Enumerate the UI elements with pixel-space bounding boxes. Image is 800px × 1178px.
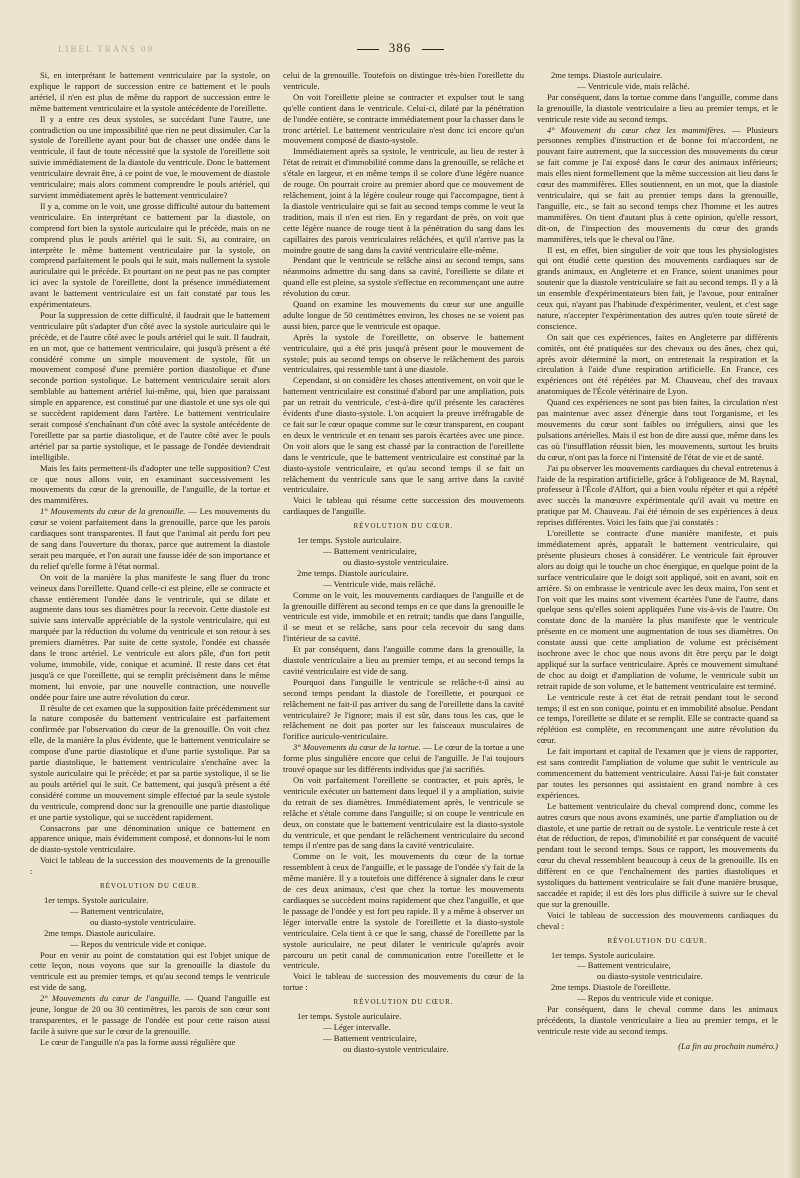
paragraph-text: Il y a, comme on le voit, une grosse difficulté autour du battement ventriculaire. En interprétant ce battement par la diastole, on comprend fort bien la systole auriculaire qui le précède, mais on ne comprend plus le pouls artériel qui le suit. Si, au contraire, on interprète le même battement ventriculaire par la systole, on comprend parfaitement le pouls qui le suit, mais nullement la systole auriculaire qui le précède. Et pourtant on ne peut pas ne pas compter ici avec la systole de l'oreillette, dont la présence immédiatement avant le battement ventriculaire est un fait constaté par tous les expérimentateurs. (30, 200, 270, 310)
paragraph-text: — Plusieurs personnes remplies d'instruction et de bonne foi m'accordent, ne pouvant faire autrement, que la succession des mouvements du cœur se fait comme je l'ai exposé dans le cœur des animaux inférieurs; mais elles nient formellement que la même succession ait lieu dans le cœur des mammifères. Elles soutiennent, en un mot, que la diastole ventriculaire, qui se fait au premier temps dans la grenouille, l'anguille, etc., se fait au second temps chez l'homme et les autres mammifères. On tient d'autant plus à cette opinion, qu'elle ressort, dit-on, de l'inspection des mouvements du cœur des grands mammifères, tels que le cheval ou l'âne. (537, 124, 778, 244)
column-right (537, 70, 778, 1170)
paragraph (537, 528, 778, 692)
column-left (30, 70, 270, 1170)
paragraph-text: — Repos du ventricule vide et conique. (577, 993, 714, 1004)
paragraph-text: RÉVOLUTION DU CŒUR. (353, 522, 454, 531)
page-fold-shadow (788, 0, 800, 1178)
table-row (30, 939, 270, 950)
paragraph (283, 92, 524, 147)
paragraph-text: On voit l'oreillette pleine se contracter et expulser tout le sang qu'elle contient dans le ventricule. Celui-ci, dilaté par la pénétration de l'ondée entière, se contracte immédiatement pour la chasser dans le tronc artériel. Le battement ventriculaire n'est donc ici encore qu'un mouvement composé de diasto-systole. (283, 91, 524, 146)
paragraph-text: Par conséquent, dans le cheval comme dans les animaux précédents, la diastole ventriculaire a lieu au premier temps, et le ventricule reste vide au second temps. (537, 1004, 778, 1036)
table-row (537, 950, 778, 961)
paragraph (30, 506, 270, 571)
paragraph (283, 851, 524, 971)
paragraph (30, 855, 270, 877)
table-row (537, 971, 778, 982)
paragraph-text: celui de la grenouille. Toutefois on distingue très-bien l'oreillette du ventricule. (283, 70, 524, 91)
paragraph-text: — Battement ventriculaire, (323, 1032, 417, 1043)
paragraph-text: Comme on le voit, les mouvements cardiaques de l'anguille et de la grenouille diffèrent au second temps en ce que dans la grenouille le ventricule est vide, immobile et en retrait; tandis que dans l'anguille, il se meut et se relâche, sans pour cela recevoir du sang dans l'intérieur de sa cavité. (283, 589, 524, 644)
paragraph-text: 2me temps. Diastole de l'oreillette. (551, 982, 671, 993)
paragraph-text: 2me temps. Diastole auriculaire. (551, 70, 663, 80)
paragraph-text: — Ventricule vide, mais relâché. (323, 578, 436, 589)
paragraph-text: Si, en interprétant le battement ventriculaire par la systole, on explique le rapport de succession entre ce battement et le pouls artériel, il n'en est plus de même du rapport de succession entre le même battement ventriculaire et la systole antécédente de l'oreillette. (30, 70, 270, 113)
paragraph-text: Le fait important et capital de l'examen que je viens de rapporter, est sans contredit l'ampliation de volume que subit le ventricule au commencement du battement ventriculaire. Aussi l'ai-je fait constater par toutes les personnes qui assistaient en grand nombre à ces expériences. (537, 746, 778, 800)
paragraph-text: Pour la suppression de cette difficulté, il faudrait que le battement ventriculaire pût s'adapter d'un côté avec la systole auriculaire qui le précède, et de l'autre côté avec le pouls artériel qui le suit. Il faudrait, en un mot, que ce battement ventriculaire, qui jusqu'à présent a été considéré comme un simple mouvement de systole, fût un mouvement composé d'une première portion diastolique et d'une seconde portion systolique. Le battement ventriculaire serait alors semblable au battement artériel lui-même, qui, bien que paraissant simple en apparence, est constitué par une diastole et une sys ole qui se succèdent rapidement dans l'artère. Le battement ventriculaire serait composé s'enchaînant d'un côté avec la systole antécédente de l'oreillette par sa partie diastolique, et de l'autre côté avec le pouls artériel par sa partie systolique, et le passage de l'ondée deviendrait intelligible. (30, 309, 270, 462)
paragraph-text: Le ventricule reste à cet état de retrait pendant tout le second temps; il est en son conique, pointu et en immobilité absolue. Pendant ce temps, l'oreillette se dilate et se remplit. Elle se contracte quand sa réplétion est complète, en recommençant une autre révolution du cœur. (537, 691, 778, 746)
table-row (283, 557, 524, 568)
paragraph-text: — Battement ventriculaire, (323, 545, 417, 556)
table-row (30, 906, 270, 917)
table-row (283, 1011, 524, 1022)
paragraph (537, 92, 778, 125)
paragraph (537, 245, 778, 332)
paragraph-text: L'oreillette se contracte d'une manière manifeste, et puis immédiatement après, apparaît le battement ventriculaire, qui présente plusieurs choses à considérer. Le ventricule fait éprouver alors au doigt qui le touche un choc énergique, en quelque point de la surface ventriculaire que le doigt soit appliqué, soit en avant, soit en arrière. Si on embrasse le ventricule avec les deux mains, l'on sent et l'on voit que les mains sont vivement écartées l'une de l'autre, dans quelque sens qu'elles soient appliquées l'une vis-à-vis de l'autre. On constate donc de la manière la plus manifeste que le ventricule présente en ce moment une augmentation de tous ses diamètres. On constate aussi que cette ampliation de volume est précisément isochrone avec le choc que nous avons dit être perçu par le doigt appliqué sur la surface ventriculaire. Après ce mouvement simultané de choc au doigt et d'ampliation de volume, le ventricule subit un retrait rapide de son volume, et le battement ventriculaire est terminé. (537, 528, 778, 691)
paragraph-text: — Ventricule vide, mais relâché. (577, 80, 690, 91)
paragraph-text: Il y a entre ces deux systoles, se succédant l'une l'autre, une contradiction ou une impossibilité que rien ne peut dissimuler. Car la systole de l'oreillette ayant pour but de chasser une ondée dans le ventricule, il faut de toute nécessité que la systole de l'oreillette soit suivie immédiatement de la diastole du ventricule. Donc le battement ventriculaire devrait être, à ce point de vue, le mouvement de diastole ventriculaire; mais alors comment comprendre le pouls artériel, qui survient immédiatement après le battement ventriculaire? (30, 113, 270, 200)
table-row (537, 70, 778, 81)
paragraph-text: Quand on examine les mouvements du cœur sur une anguille adulte longue de 50 centimètres environ, les choses ne se voient pas aussi bien, parce que le ventricule est opaque. (283, 299, 524, 331)
bleed-through-text: LIBEL TRANS 09 (58, 44, 155, 54)
paragraph-text: Pendant que le ventricule se relâche ainsi au second temps, sans néanmoins admettre du sang dans sa cavité, l'oreillette se dilate et quand elle est pleine, sa systole s'effectue en recommençant une autre révolution du cœur. (283, 255, 524, 299)
paragraph (283, 742, 524, 775)
paragraph (537, 692, 778, 747)
paragraph-text: Par conséquent, dans la tortue comme dans l'anguille, comme dans la grenouille, la diastole ventriculaire a lieu au premier temps, et le ventricule reste vide au second temps. (537, 91, 778, 124)
paragraph-text: ou diasto-systole ventriculaire. (343, 556, 449, 567)
paragraph-text: Cependant, si on considère les choses attentivement, on voit que le battement ventriculaire est constitué d'abord par une ampliation, puis par un retrait du ventricule, c'est-à-dire qu'il présente les caractères évidents d'une diasto-systole. L'on acquiert la preuve irréfragable de ce fait sur le cœur opaque comme sur le cœur transparent, en coupant en deux le ventricule et en tenant ses parois écartées avec une pince. On voit alors que le sang est chassé par la contraction de l'oreillette dans le ventricule, que le battement ventriculaire est constitué par la diasto-systole ventriculaire, et qu'au second temps il se fait un relâchement du ventricule sans que le sang arrive dans la cavité ventriculaire. (283, 375, 524, 495)
paragraph-text: Pour en venir au point de constatation qui est l'objet unique de cette leçon, nous voyons que sur la grenouille la diastole du ventricule est au premier temps, et qu'au second temps le ventricule est vide de sang. (30, 949, 270, 993)
paragraph (283, 590, 524, 645)
paragraph-text: Mais les faits permettent-ils d'adopter une telle supposition? C'est ce que nous allons voir, en examinant successivement les mouvements du cœur de la grenouille, de l'anguille, de la tortue et des mammifères. (30, 462, 270, 506)
paragraph (537, 332, 778, 397)
paragraph-text: Après la systole de l'oreillette, on observe le battement ventriculaire, qui a été pris jusqu'à présent pour le mouvement de systole; puis au second temps on observe le relâchement des parois ventriculaires, qui ressemble tant à une diastole. (283, 331, 524, 375)
paragraph-text: — Quand l'anguille est jeune, longue de 20 ou 30 centimètres, les parois de son cœur sont transparentes, et le passage de l'ondée est pour cette raison aussi facile à suivre que sur le cœur de la grenouille. (30, 993, 270, 1036)
paragraph-text: Voici le tableau de succession des mouvements du cœur de la tortue : (283, 971, 524, 993)
page-header (0, 40, 800, 56)
paragraph (283, 255, 524, 299)
paragraph-text: Consacrons par une dénomination unique ce battement en apparence unique, mais évidemment composé, et donnons-lui le nom de diasto-systole ventriculaire. (30, 822, 270, 855)
paragraph (30, 114, 270, 201)
section-heading: 2° Mouvements du cœur de l'anguille. (40, 993, 181, 1004)
paragraph-text: J'ai pu observer les mouvements cardiaques du cheval entretenus à l'aide de la respiration artificielle, grâce à l'obligeance de M. Raynal, professeur à l'École d'Alfort, qui a bien voulu répéter et qui a répété avec succès la manœuvre expérimentale qu'il avait vu mettre en pratique par M. Chauveau. J'ai été témoin de ses expériences à deux reprises différentes. Voici les faits que j'ai constatés : (537, 462, 778, 528)
paragraph-text: ou diasto-systole ventriculaire. (597, 971, 703, 982)
paragraph-text: Comme on le voit, les mouvements du cœur de la tortue ressemblent à ceux de l'anguille, et le passage de l'ondée s'y fait de la même manière. Il y a toutefois une différence à signaler dans le cœur de ces deux animaux, c'est que chez la tortue les mouvements cardiaques se succèdent moins rapidement que chez l'anguille, et que le passage de l'ondée y est fort peu rapide. Il y a même à observer un léger intervalle entre la systole de l'oreillette et la diasto-systole ventriculaire. Cela tient à ce que le sang, chassé de l'oreillette par la systole auriculaire, ne peut dilater le ventricule qu'après avoir parcouru un petit canal de communication entre l'oreillette et le ventricule. (283, 851, 524, 971)
table-row (283, 535, 524, 546)
table-title (283, 521, 524, 532)
paragraph (537, 397, 778, 462)
table-row (30, 928, 270, 939)
paragraph (537, 463, 778, 528)
paragraph-text: ou diasto-systole ventriculaire. (90, 916, 196, 927)
paragraph (30, 950, 270, 994)
paragraph-text: — Les mouvements du cœur se voient parfaitement dans la grenouille, parce que les parois cardiaques sont transparentes. Il faut que l'animal ait perdu fort peu de sang dans l'ouverture du thorax, parce que autrement la diastole serait peu marquée, et l'on aurait une fausse idée de son importance et du relief qu'elle forme à l'état normal. (30, 506, 270, 571)
paragraph-text: 1er temps. Systole auriculaire. (297, 535, 402, 546)
paragraph-text: — Le cœur de la tortue a une forme plus singulière encore que celui de l'anguille. Je l'ai toujours trouvé opaque sur les différents individus que j'ai sacrifiés. (283, 742, 524, 775)
section-heading: 4° Mouvement du cœur chez les mammifères. (547, 124, 726, 135)
paragraph (283, 70, 524, 92)
table-row (283, 1044, 524, 1055)
paragraph (30, 310, 270, 463)
paragraph-text: 1er temps. Systole auriculaire. (551, 949, 656, 960)
paragraph (30, 201, 270, 310)
paragraph (283, 332, 524, 376)
section-heading: 3° Mouvements du cœur de la tortue. (293, 742, 421, 753)
paragraph-text: Le cœur de l'anguille n'a pas la forme aussi régulière que (40, 1036, 236, 1047)
paragraph (30, 823, 270, 856)
table-title (537, 936, 778, 947)
paragraph (283, 971, 524, 993)
table-row (537, 993, 778, 1004)
section-heading: 1° Mouvements du cœur de la grenouille. (40, 506, 186, 517)
paragraph-text: 1er temps. Systole auriculaire. (44, 894, 149, 905)
column-middle (283, 70, 524, 1170)
table-row (283, 568, 524, 579)
paragraph-text: Voici le tableau de la succession des mouvements de la grenouille : (30, 855, 270, 877)
paragraph-text: RÉVOLUTION DU CŒUR. (99, 882, 201, 891)
paragraph-text: RÉVOLUTION DU CŒUR. (607, 936, 708, 945)
paragraph (283, 644, 524, 677)
paragraph-text: On sait que ces expériences, faites en Angleterre par différents comités, ont été pratiquées sur des chevaux ou des ânes, chez qui, après avoir déterminé la mort, on entretenait la respiration et la circulation à l'aide d'une respiration artificielle. En France, ces expériences ont été répétées par M. Chauveau, chef des travaux anatomiques de l'École vétérinaire de Lyon. (537, 331, 778, 397)
paragraph-text: — Repos du ventricule vide et conique. (70, 938, 207, 949)
paragraph-text: Voici le tableau de succession des mouvements cardiaques du cheval : (537, 909, 778, 931)
table-row (30, 917, 270, 928)
paragraph-text: RÉVOLUTION DU CŒUR. (353, 998, 454, 1007)
paragraph (283, 299, 524, 332)
paragraph-text: Quand ces expériences ne sont pas bien faites, la circulation n'est pas maintenue avec assez d'énergie dans tout l'organisme, et les mouvements du cœur sont faibles ou irréguliers, ainsi que les pulsations artérielles. Mais il est bon de dire aussi que, même dans les cas où l'insufflation réussit bien, les mouvements, surtout les bruits du cœur, n'ont pas la force ni l'intensité de l'état de vie et de santé. (537, 397, 778, 462)
table-row (283, 1033, 524, 1044)
table-row (537, 960, 778, 971)
paragraph-text: 2me temps. Diastole auriculaire. (44, 927, 156, 938)
paragraph (283, 495, 524, 517)
paragraph (283, 677, 524, 742)
paragraph-text: ou diasto-systole ventriculaire. (343, 1043, 449, 1054)
table-title (283, 997, 524, 1008)
paragraph (283, 775, 524, 851)
paragraph-text: (La fin au prochain numéro.) (678, 1040, 778, 1051)
paragraph-text: Voici le tableau qui résume cette succession des mouvements cardiaques de l'anguille. (283, 495, 524, 517)
header-rule-right (422, 49, 444, 50)
paragraph-text: 2me temps. Diastole auriculaire. (297, 567, 409, 578)
paragraph (30, 463, 270, 507)
paragraph-text: Le battement ventriculaire du cheval comprend donc, comme les autres cœurs que nous avons examinés, une partie d'ampliation ou de diastole, et une partie de retrait ou de systole. Le ventricule reste à cet état de réduction, de repos, d'immobilité et par conséquent de vacuité pendant tout le second temps. Sous ce rapport, les mouvements du cœur du cheval ressemblent beaucoup à ceux de la grenouille. Ils en diffèrent en ce que l'enchaînement des parties diastoliques et systoliques du battement ventriculaire se fait d'une manière brusque, saccadée et rapide; il est dès lors plus difficile à suivre sur le cheval que sur la grenouille. (537, 800, 778, 909)
paragraph-text: On voit de la manière la plus manifeste le sang fluer du tronc veineux dans l'oreillette. Quand celle-ci est pleine, elle se contracte et chasse entièrement l'ondée dans le ventricule, qui se dilate et augmente dans tous ses diamètres pour la recevoir. Cette diastole est suivie sans intervalle appréciable de la systole ventriculaire, qui est marquée par la réduction du volume du ventricule et son retour à ses premiers diamètres. Par suite de cette systole, l'ondée est chassée dans le tronc artériel. Le ventricule est alors pâle, d'un fort petit volume, immobile, vide, conique et acuminé. Il reste dans cet état jusqu'à ce que l'oreillette, qui se remplit précisément dans le même moment, lui envoie, par une nouvelle contraction, une nouvelle ondée pour faire une autre révolution du cœur. (30, 571, 270, 702)
paragraph (30, 993, 270, 1037)
paragraph-text: — Battement ventriculaire, (70, 905, 164, 916)
table-row (283, 1022, 524, 1033)
paragraph (30, 1037, 270, 1048)
paragraph (30, 572, 270, 703)
page-number: 386 (388, 40, 412, 55)
paragraph-text: On voit parfaitement l'oreillette se contracter, et puis après, le ventricule exécuter un battement dans lequel il y a ampliation, suivie du retrait de ses diamètres. Immédiatement après, le ventricule se relâche et s'étale comme dans l'anguille; si on coupe le ventricule en deux, on constate que le battement ventriculaire est la diasto-systole du ventricule, et que pendant le relâchement ventriculaire du second temps il n'entre pas de sang dans la cavité ventriculaire. (283, 775, 524, 851)
paragraph-text: — Battement ventriculaire, (577, 960, 671, 971)
table-row (537, 982, 778, 993)
table-title (30, 881, 270, 892)
paragraph-text: Et par conséquent, dans l'anguille comme dans la grenouille, la diastole ventriculaire a lieu au premier temps, et au second temps la cavité ventriculaire est vide de sang. (283, 644, 524, 676)
header-rule-left (357, 49, 379, 50)
paragraph (537, 746, 778, 801)
paragraph (537, 125, 778, 245)
paragraph (30, 70, 270, 114)
paragraph (283, 146, 524, 255)
paragraph-text: Il est, en effet, bien singulier de voir que tous les physiologistes qui ont étudié cette question des mouvements cardiaques sur de grands animaux, en Angleterre et en France, soient unanimes pour soutenir que la diastole ventriculaire se fait au second temps. Il y a là un ensemble d'expérimentateurs bien fait, je l'avoue, pour entraîner ceux qui, n'ayant pas l'habitude d'expérimenter, veulent, et c'est sage nature, n'accepter l'expérimentation des autres qu'en toute sûreté de conscience. (537, 244, 778, 331)
paragraph-text: Pourquoi dans l'anguille le ventricule se relâche-t-il ainsi au second temps pendant la diastole de l'oreillette, et pourquoi ce relâchement ne fait-il pas arriver du sang de l'oreillette dans la cavité ventriculaire? Je l'ignore; mais il est sûr, dans tous les cas, que le relâchement ne doit pas porter sur les faisceaux musculaires de l'orifice auriculo-ventriculaire. (283, 676, 524, 742)
paragraph (537, 1004, 778, 1037)
paragraph-text: Il résulte de cet examen que la supposition faite précédemment sur la nature composée du battement ventriculaire est parfaitement confirmée par l'observation du cœur de la grenouille. On voit chez elle, de la manière la plus évidente, que le battement ventriculaire se compose d'une partie diastolique et d'une partie systolique. Par sa partie diastolique, le battement ventriculaire s'enchaîne avec la systole auriculaire qui le précède; et par sa partie systolique, il se lie au pouls artériel qui le suit. Ce battement, qui jusqu'à présent a été considéré comme un mouvement simple effectué par la seule systole du ventricule, comprend donc sur la grenouille une partie diastolique et une partie systolique, qui se succèdent rapidement. (30, 702, 270, 822)
paragraph (537, 910, 778, 932)
table-row (283, 546, 524, 557)
table-row (30, 895, 270, 906)
continuation-note (537, 1041, 778, 1052)
paragraph (537, 801, 778, 910)
paragraph-text: Immédiatement après sa systole, le ventricule, au lieu de rester à l'état de retrait et d'immobilité comme dans la grenouille, se relâche et s'étale en largeur, et en même temps il se colore d'une légère nuance de rouge. On pourrait croire au premier abord que ce mouvement de relâchement, joint à la légère couleur rouge qui l'accompagne, tient à la diastole ventriculaire qui se fait au second temps comme le veut la tradition, mais il n'en est rien. En y regardant de près, on voit que cette légère nuance de rouge tient à la pénétration du sang dans les capillaires des parois ventriculaires relâchées, et qu'il n'arrive pas la moindre goutte de sang dans la cavité ventriculaire elle-même. (283, 146, 524, 255)
paragraph (283, 375, 524, 495)
paragraph (30, 703, 270, 823)
paragraph-text: 1er temps. Systole auriculaire. (297, 1011, 402, 1022)
table-row (537, 81, 778, 92)
table-row (283, 579, 524, 590)
paragraph-text: — Léger intervalle. (323, 1021, 391, 1032)
